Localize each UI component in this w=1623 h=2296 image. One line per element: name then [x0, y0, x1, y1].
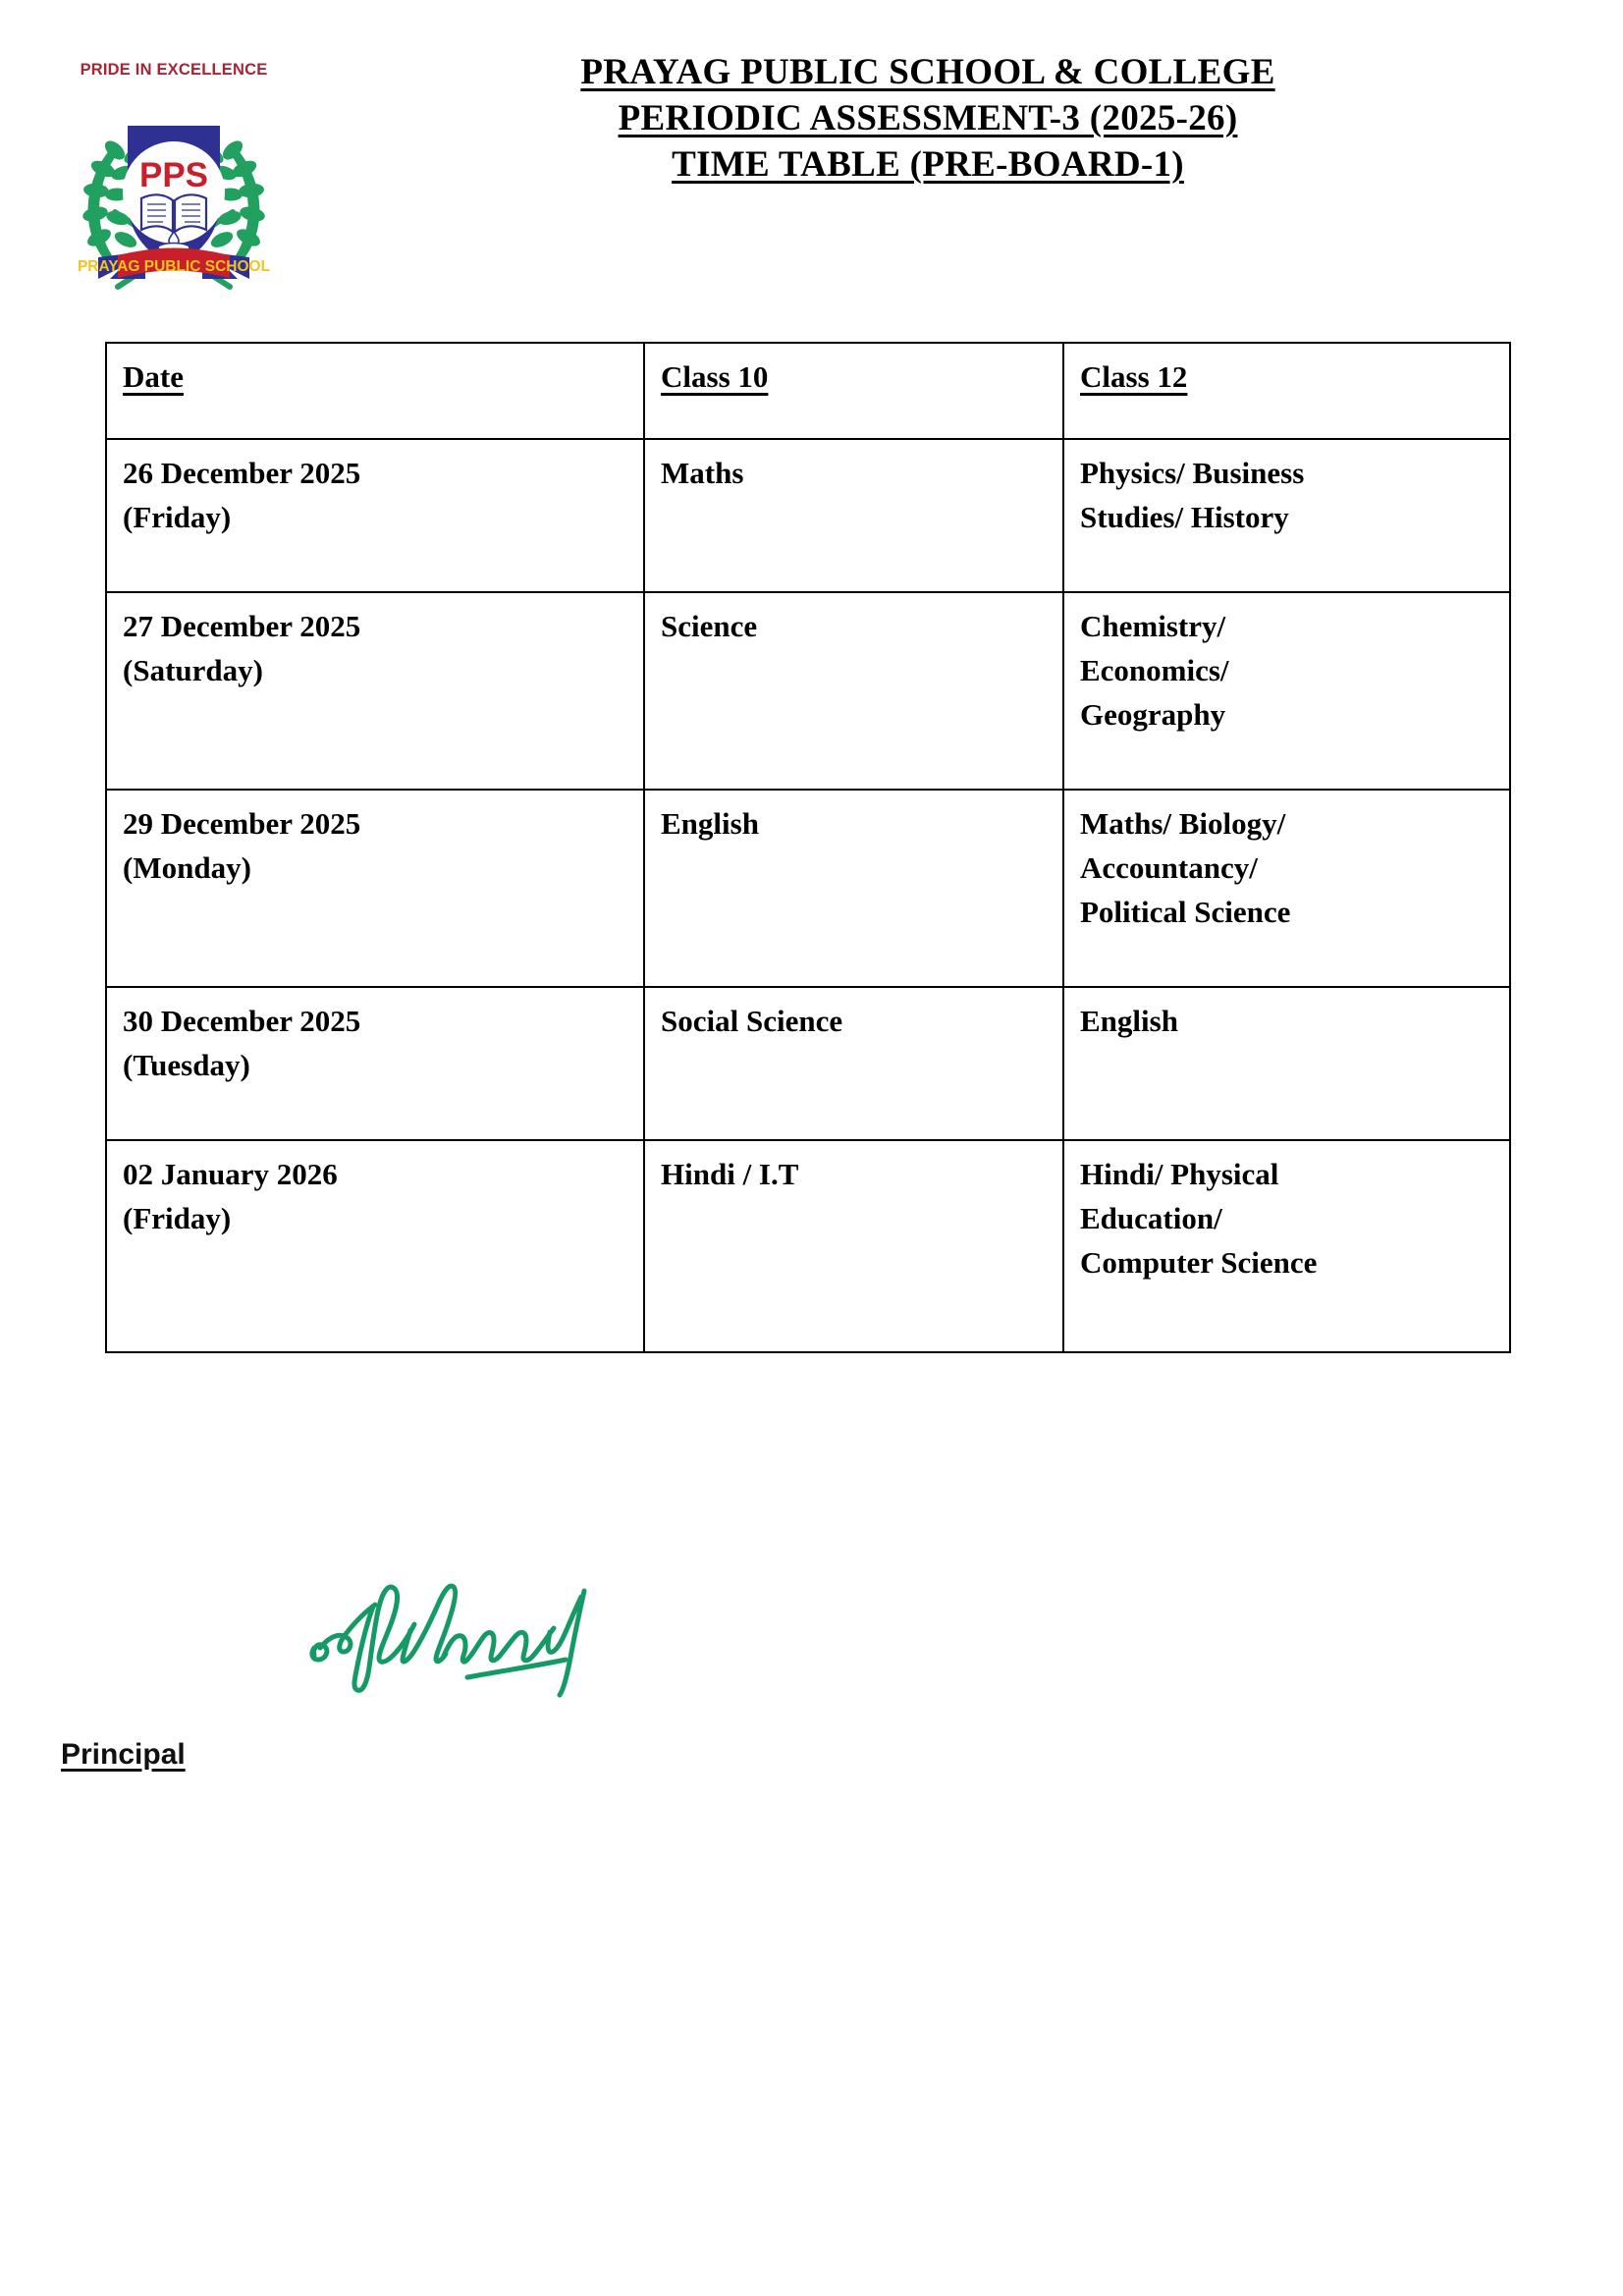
logo-monogram-text: PPS	[138, 156, 209, 194]
cell-class10-subject: Maths	[644, 439, 1063, 592]
table-row	[106, 592, 1510, 790]
cell-class10-subject: Social Science	[644, 987, 1063, 1140]
column-header-class12-label: Class 12	[1080, 359, 1188, 394]
time-table	[105, 342, 1511, 1353]
cell-date: 29 December 2025 (Monday)	[106, 790, 644, 987]
cell-class10-subject: Hindi / I.T	[644, 1140, 1063, 1352]
column-header-date	[106, 343, 644, 439]
cell-class12-subject: Maths/ Biology/ Accountancy/ Political Science	[1063, 790, 1510, 987]
document-title-block	[295, 49, 1561, 188]
principal-label: Principal	[61, 1738, 186, 1771]
cell-date: 26 December 2025 (Friday)	[106, 439, 644, 592]
document-header	[0, 0, 1623, 324]
table-row	[106, 1140, 1510, 1352]
column-header-class12	[1063, 343, 1510, 439]
cell-date: 30 December 2025 (Tuesday)	[106, 987, 644, 1140]
signature-area	[61, 1532, 807, 1817]
title-line-timetable: TIME TABLE (PRE-BOARD-1)	[672, 144, 1184, 185]
cell-class10-subject: English	[644, 790, 1063, 987]
cell-class12-subject: English	[1063, 987, 1510, 1140]
cell-date: 27 December 2025 (Saturday)	[106, 592, 644, 790]
column-header-class10-label: Class 10	[661, 359, 769, 394]
cell-date: 02 January 2026 (Friday)	[106, 1140, 644, 1352]
title-line-school: PRAYAG PUBLIC SCHOOL & COLLEGE	[580, 52, 1275, 92]
cell-class10-subject: Science	[644, 592, 1063, 790]
cell-class12-subject: Hindi/ Physical Education/ Computer Science	[1063, 1140, 1510, 1352]
cell-class12-subject: Chemistry/ Economics/ Geography	[1063, 592, 1510, 790]
principal-signature-icon	[306, 1561, 699, 1709]
column-header-date-label: Date	[123, 359, 184, 394]
column-header-class10	[644, 343, 1063, 439]
cell-class12-subject: Physics/ Business Studies/ History	[1063, 439, 1510, 592]
school-logo	[61, 61, 287, 297]
logo-banner-text: PRAYAG PUBLIC SCHOOL	[77, 258, 271, 275]
title-line-assessment: PERIODIC ASSESSMENT-3 (2025-26)	[618, 98, 1238, 138]
table-header-row	[106, 343, 1510, 439]
school-crest-icon	[61, 82, 287, 294]
table-row	[106, 987, 1510, 1140]
table-row	[106, 439, 1510, 592]
logo-motto-text: PRIDE IN EXCELLENCE	[80, 61, 268, 79]
table-row	[106, 790, 1510, 987]
